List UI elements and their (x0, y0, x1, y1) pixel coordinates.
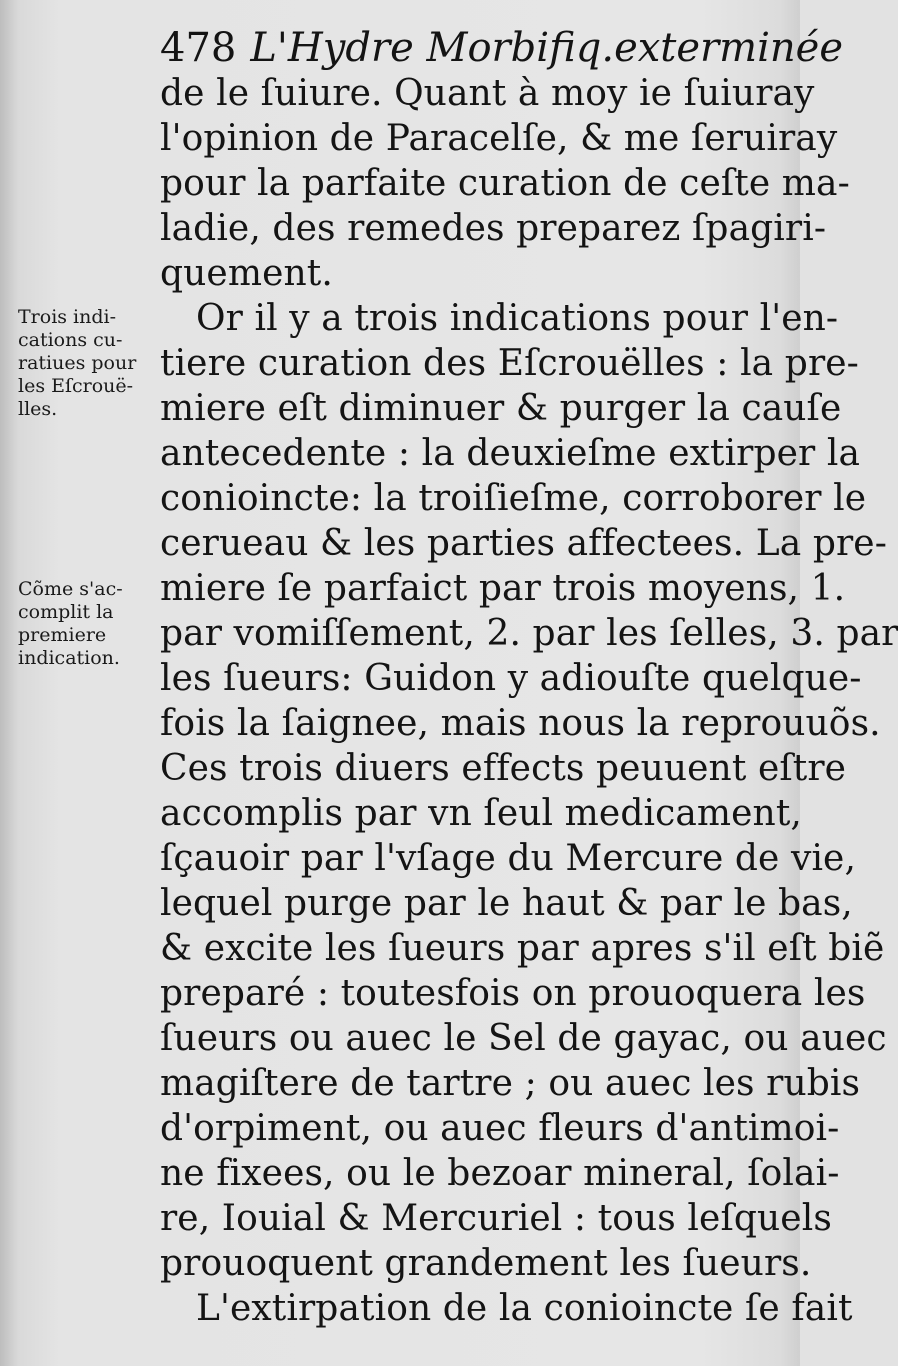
text-line: re, Iouial & Mercuriel : tous leſquels (160, 1198, 832, 1239)
text-line: tiere curation des Eſcrouëlles : la pre- (160, 343, 859, 384)
running-header (160, 18, 843, 78)
margin-note-line: ratiues pour (18, 352, 137, 374)
margin-note-line: les Eſcrouë- (18, 375, 134, 397)
text-line: fois la ſaignee, mais nous la reprouuõs. (160, 703, 881, 744)
page-number: 478 (160, 25, 237, 71)
text-line: miere eſt diminuer & purger la cauſe (160, 388, 842, 429)
margin-note-indications (18, 306, 156, 421)
text-line: & excite les ſueurs par apres s'il eſt biẽ (160, 928, 885, 969)
margin-note-line: Trois indi- (18, 306, 117, 328)
text-line: L'extirpation de la conioincte ſe fait (196, 1288, 853, 1329)
margin-note-line: complit la (18, 601, 114, 623)
text-line: accomplis par vn ſeul medicament, (160, 793, 802, 834)
text-line: ne fixees, ou le bezoar mineral, ſolai- (160, 1153, 840, 1194)
text-line: prouoquent grandement les ſueurs. (160, 1243, 812, 1284)
text-line: l'opinion de Paracelſe, & me ſeruiray (160, 118, 838, 159)
margin-note-first-indication (18, 578, 156, 670)
text-line: quement. (160, 253, 333, 294)
text-line: Or il y a trois indications pour l'en- (196, 298, 839, 339)
text-line: ſçauoir par l'vſage du Mercure de vie, (160, 838, 857, 879)
text-line: conioincte: la troiſieſme, corroborer le (160, 478, 867, 519)
text-line: cerueau & les parties affectees. La pre- (160, 523, 887, 564)
text-line: magiſtere de tartre ; ou auec les rubis (160, 1063, 861, 1104)
text-line: de le ſuiure. Quant à moy ie ſuiuray (160, 73, 815, 114)
margin-note-line: cations cu- (18, 329, 123, 351)
text-line: les ſueurs: Guidon y adiouſte quelque- (160, 658, 862, 699)
margin-note-line: indication. (18, 647, 120, 669)
text-line: Ces trois diuers effects peuuent eſtre (160, 748, 847, 789)
text-line: miere ſe parfaict par trois moyens, 1. (160, 568, 846, 609)
text-line: lequel purge par le haut & par le bas, (160, 883, 853, 924)
running-title: L'Hydre Morbifiq.exterminée (250, 25, 843, 71)
text-line: ladie, des remedes preparez ſpagiri- (160, 208, 827, 249)
text-line: par vomiſſement, 2. par les ſelles, 3. par (160, 613, 898, 654)
text-line: d'orpiment, ou auec fleurs d'antimoi- (160, 1108, 840, 1149)
text-line: ſueurs ou auec le Sel de gayac, ou auec (160, 1018, 887, 1059)
text-line: pour la parfaite curation de ceſte ma- (160, 163, 850, 204)
text-line: preparé : toutesfois on prouoquera les (160, 973, 866, 1014)
margin-note-line: lles. (18, 398, 58, 420)
margin-note-line: Cõme s'ac- (18, 578, 123, 600)
text-line: antecedente : la deuxieſme extirper la (160, 433, 861, 474)
margin-note-line: premiere (18, 624, 107, 646)
